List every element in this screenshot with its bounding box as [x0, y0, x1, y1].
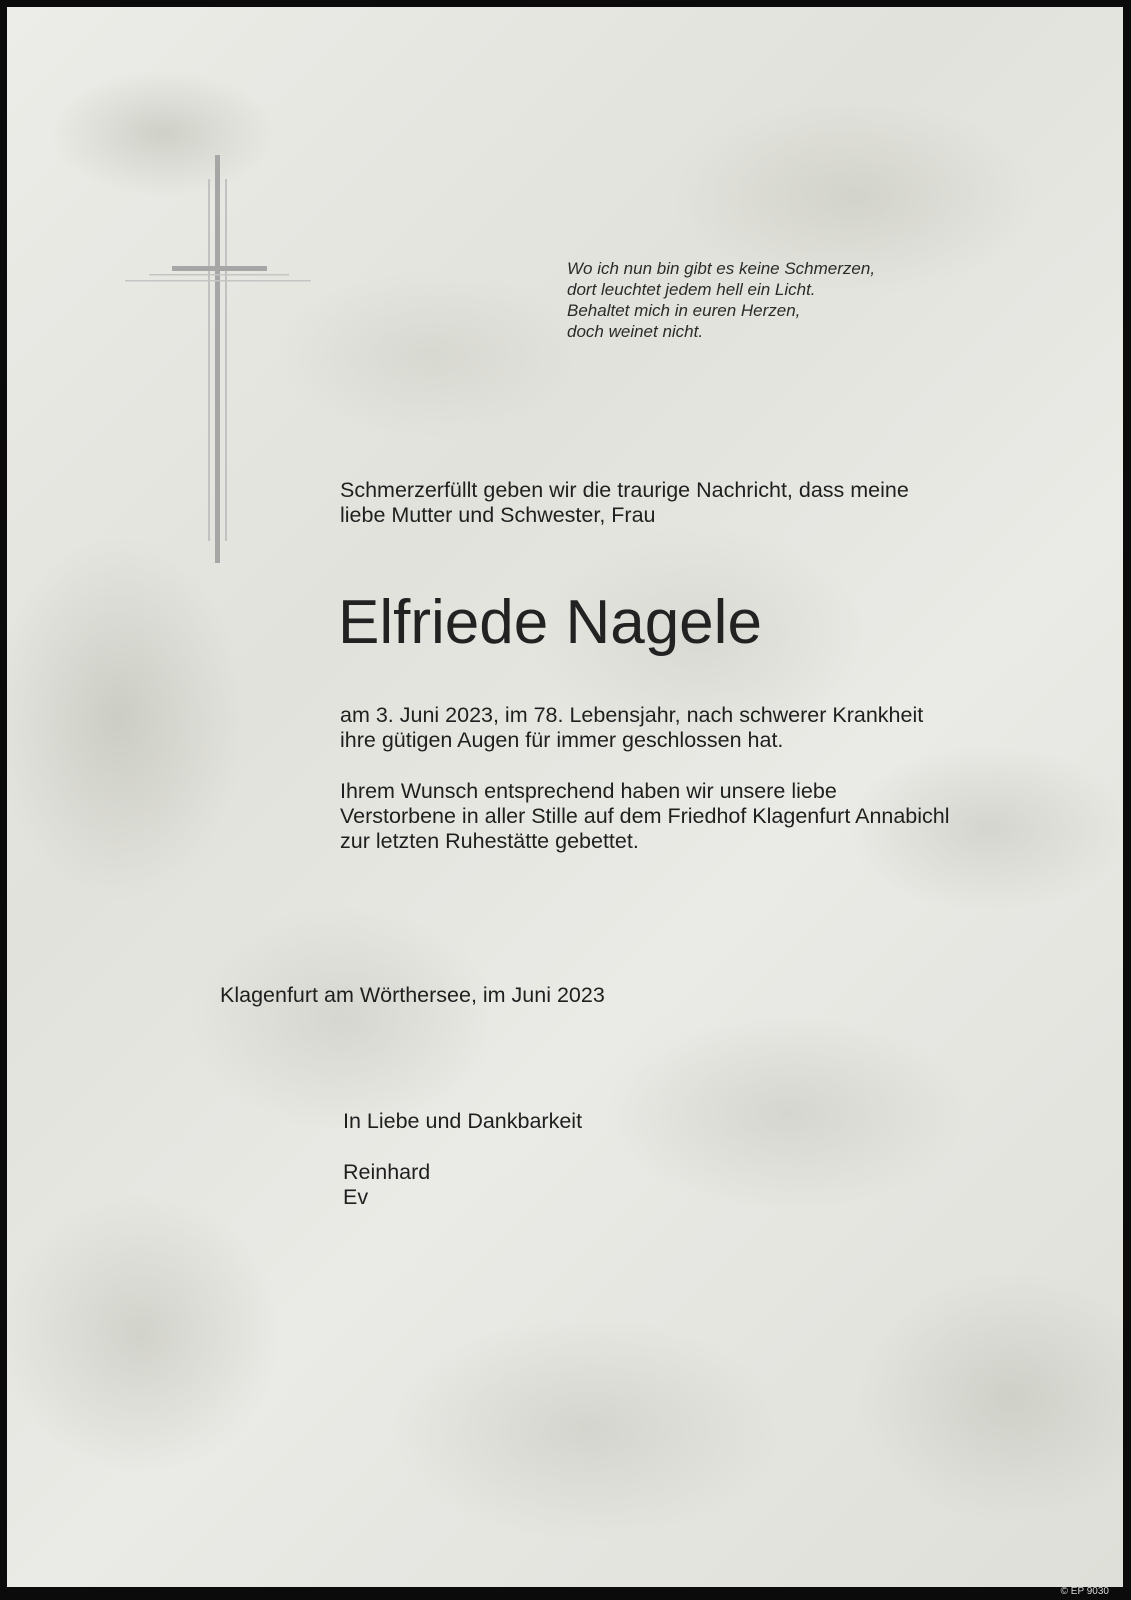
burial-notice-paragraph: [340, 779, 950, 854]
mourner-name: Reinhard: [343, 1160, 431, 1184]
quote-line: Behaltet mich in euren Herzen,: [567, 301, 801, 320]
burial-notice-line: Ihrem Wunsch entsprechend haben wir unsere liebe: [340, 779, 837, 803]
burial-notice-line: Verstorbene in aller Stille auf dem Friedhof Klagenfurt Annabichl: [340, 804, 950, 828]
place-date: Klagenfurt am Wörthersee, im Juni 2023: [220, 983, 605, 1007]
quote-line: Wo ich nun bin gibt es keine Schmerzen,: [567, 259, 876, 278]
quote-line: doch weinet nicht.: [567, 322, 704, 341]
death-notice-line: am 3. Juni 2023, im 78. Lebensjahr, nach schwerer Krankheit: [340, 703, 924, 727]
mourner-name: Ev: [343, 1185, 369, 1209]
burial-notice-line: zur letzten Ruhestätte gebettet.: [340, 829, 639, 853]
footer-code: © EP 9030: [1060, 1586, 1109, 1597]
deceased-name: Elfriede Nagele: [338, 588, 762, 657]
closing-phrase: In Liebe und Dankbarkeit: [343, 1109, 583, 1133]
death-notice-line: ihre gütigen Augen für immer geschlossen hat.: [340, 728, 784, 752]
quote-poem: [567, 258, 875, 342]
death-notice-paragraph: [340, 703, 923, 753]
obituary-sheet: [7, 7, 1123, 1587]
intro-paragraph: [340, 478, 909, 528]
intro-line: Schmerzerfüllt geben wir die traurige Nachricht, dass meine: [340, 478, 909, 502]
quote-line: dort leuchtet jedem hell ein Licht.: [567, 280, 816, 299]
intro-line: liebe Mutter und Schwester, Frau: [340, 503, 656, 527]
